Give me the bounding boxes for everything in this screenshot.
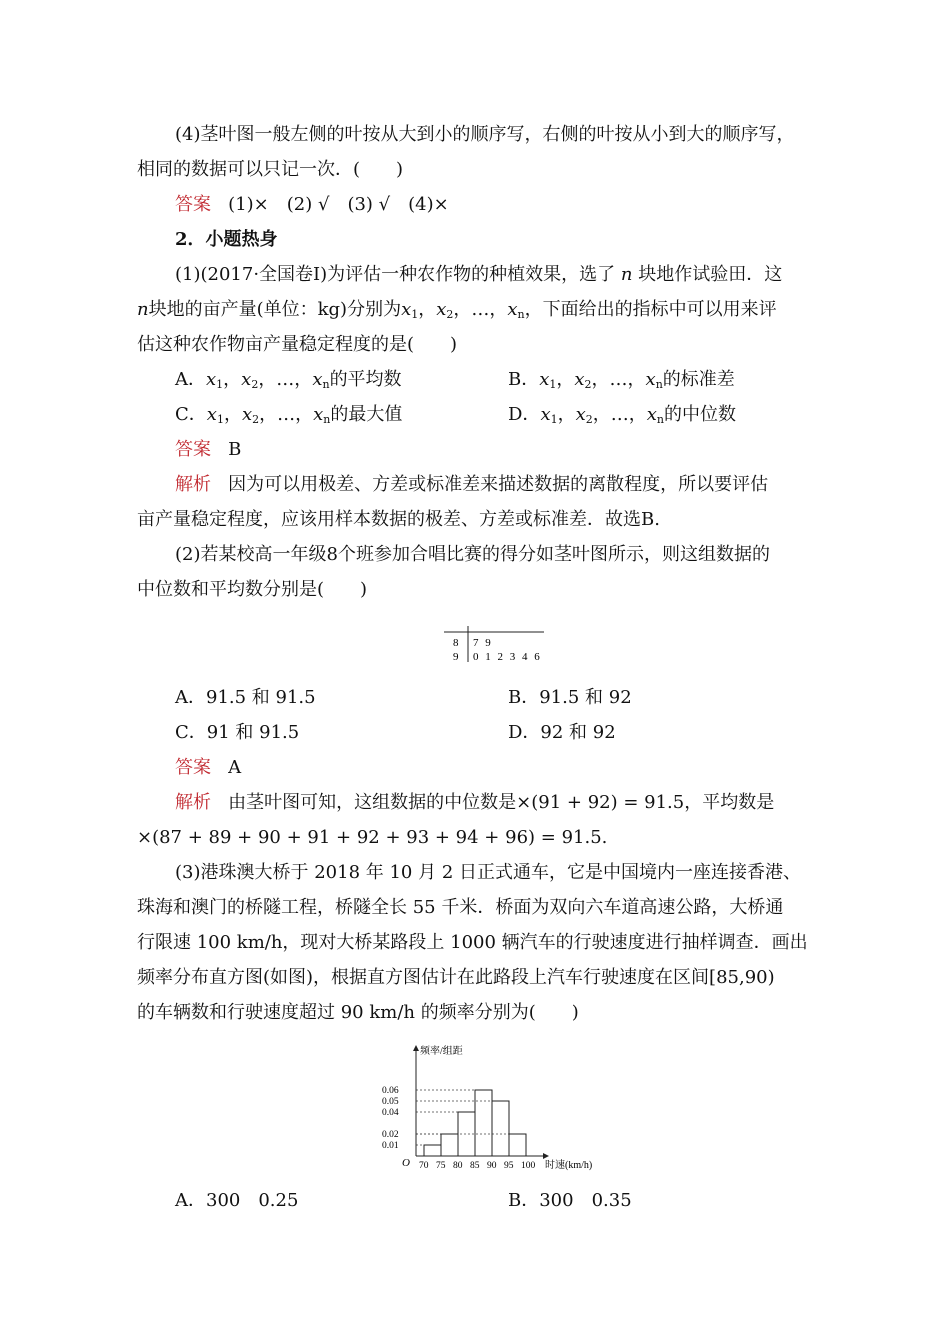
leaves-row2: 0 1 2 3 4 6 (473, 651, 542, 663)
var-n: n (620, 264, 633, 285)
histogram-bar-6 (509, 1134, 526, 1156)
p2-option-d: D．92 和 92 (508, 722, 616, 743)
p1-option-a: A．$x_1$，$x_2$，…，$x_n$的平均数 (175, 369, 402, 391)
p2-option-a: A．91.5 和 91.5 (175, 687, 316, 708)
p3-line1: (3)港珠澳大桥于 2018 年 10 月 2 日正式通车，它是中国境内一座连接香港、 (175, 862, 801, 883)
y-tick-label-3: 0.04 (382, 1108, 399, 1118)
p1-line1 (175, 263, 782, 287)
p1-analysis-line1: 解析 因为可以用极差、方差或标准差来描述数据的离散程度，所以要评估 (175, 474, 769, 495)
analysis-label: 解析 (175, 792, 211, 813)
p1-line2-a: 块地的亩产量(单位：kg)分别为 (148, 299, 402, 320)
p2-line1: (2)若某校高一年级8个班参加合唱比赛的得分如茎叶图所示，则这组数据的 (175, 544, 770, 565)
p1-option-b: B．$x_1$，$x_2$，…，$x_n$的标准差 (508, 369, 735, 391)
p3-line3: 行限速 100 km/h，现对大桥某路段上 1000 辆汽车的行驶速度进行抽样调查．画出 (137, 932, 808, 953)
p3-line5: 的车辆数和行驶速度超过 90 km/h 的频率分别为( ) (137, 1002, 579, 1023)
frequency-histogram (380, 1042, 610, 1174)
answer-row-1 (175, 193, 449, 217)
histogram-bar-2 (441, 1134, 458, 1156)
p1-line3: 估这种农作物亩产量稳定程度的是( ) (137, 334, 458, 355)
x-tick-label-4: 85 (470, 1161, 480, 1171)
y-tick-label-1: 0.01 (382, 1141, 399, 1151)
p1-option-c: C．$x_1$，$x_2$，…，$x_n$的最大值 (175, 404, 403, 426)
p1-line2-b: ，下面给出的指标中可以用来评 (524, 299, 777, 320)
q4-line1: (4)茎叶图一般左侧的叶按从大到小的顺序写，右侧的叶按从小到大的顺序写， (175, 124, 795, 145)
p3-option-b: B．300 0.35 (508, 1190, 632, 1211)
stem-leaf-plot (440, 626, 550, 666)
answer-label: 答案 (175, 757, 211, 778)
y-axis-label: 频率/组距 (420, 1046, 463, 1057)
p2-option-b: B．91.5 和 92 (508, 687, 632, 708)
p1-analysis-line2: 亩产量稳定程度，应该用样本数据的极差、方差或标准差．故选B. (137, 509, 660, 530)
stem-row2: 9 (453, 651, 459, 663)
answer-text: (1)× (2) √ (3) √ (4)× (228, 194, 449, 215)
p2-line2: 中位数和平均数分别是( ) (137, 579, 368, 600)
analysis-label: 解析 (175, 474, 211, 495)
p1-option-d: D．$x_1$，$x_2$，…，$x_n$的中位数 (508, 404, 736, 426)
p3-line4: 频率分布直方图(如图)，根据直方图估计在此路段上汽车行驶速度在区间[85,90) (137, 967, 775, 988)
p2-analysis-line2: ×(87 + 89 + 90 + 91 + 92 + 93 + 94 + 96) = 91.5. (137, 827, 608, 848)
x-tick-label-5: 90 (487, 1161, 497, 1171)
p2-analysis-line1: 解析 由茎叶图可知，这组数据的中位数是×(91 + 92) = 91.5，平均数是 (175, 792, 775, 813)
answer-row-3 (175, 756, 241, 780)
histogram-bar-5 (492, 1101, 509, 1156)
x-tick-label-7: 100 (521, 1161, 536, 1171)
q4-line2: 相同的数据可以只记一次．( ) (137, 159, 404, 180)
p2-answer: A (228, 757, 242, 778)
p3-line2: 珠海和澳门的桥隧工程，桥隧全长 55 千米．桥面为双向六车道高速公路，大桥通 (137, 897, 784, 918)
y-tick-label-4: 0.05 (382, 1097, 399, 1107)
p3-option-a: A．300 0.25 (175, 1190, 299, 1211)
answer-label: 答案 (175, 439, 211, 460)
p1-line2: n块地的亩产量(单位：kg)分别为$x_1$，$x_2$，…，$x_n$，下面给出的指标中可以用来评 (137, 299, 777, 321)
x-tick-label-6: 95 (504, 1161, 514, 1171)
histogram-bar-4 (475, 1090, 492, 1156)
var-n: n (137, 299, 149, 320)
x-tick-label-1: 70 (419, 1161, 429, 1171)
answer-row-2 (175, 438, 241, 462)
y-tick-label-2: 0.02 (382, 1130, 399, 1140)
x-axis-label: 时速(km/h) (545, 1160, 593, 1171)
p1-answer: B (228, 439, 242, 460)
leaves-row1: 7 9 (473, 637, 493, 649)
origin-label: O (402, 1157, 410, 1169)
p1-line1-end: 块地作试验田．这 (638, 264, 783, 285)
y-tick-label-5: 0.06 (382, 1086, 399, 1096)
section-title: 2．小题热身 (175, 229, 278, 250)
stem-row1: 8 (453, 637, 459, 649)
answer-label: 答案 (175, 194, 211, 215)
x-tick-label-3: 80 (453, 1161, 463, 1171)
p2-option-c: C．91 和 91.5 (175, 722, 300, 743)
x-tick-label-2: 75 (436, 1161, 446, 1171)
histogram-bar-1 (424, 1145, 441, 1156)
p1-line1-text: (1)(2017·全国卷Ⅰ)为评估一种农作物的种植效果，选了 (175, 264, 616, 285)
